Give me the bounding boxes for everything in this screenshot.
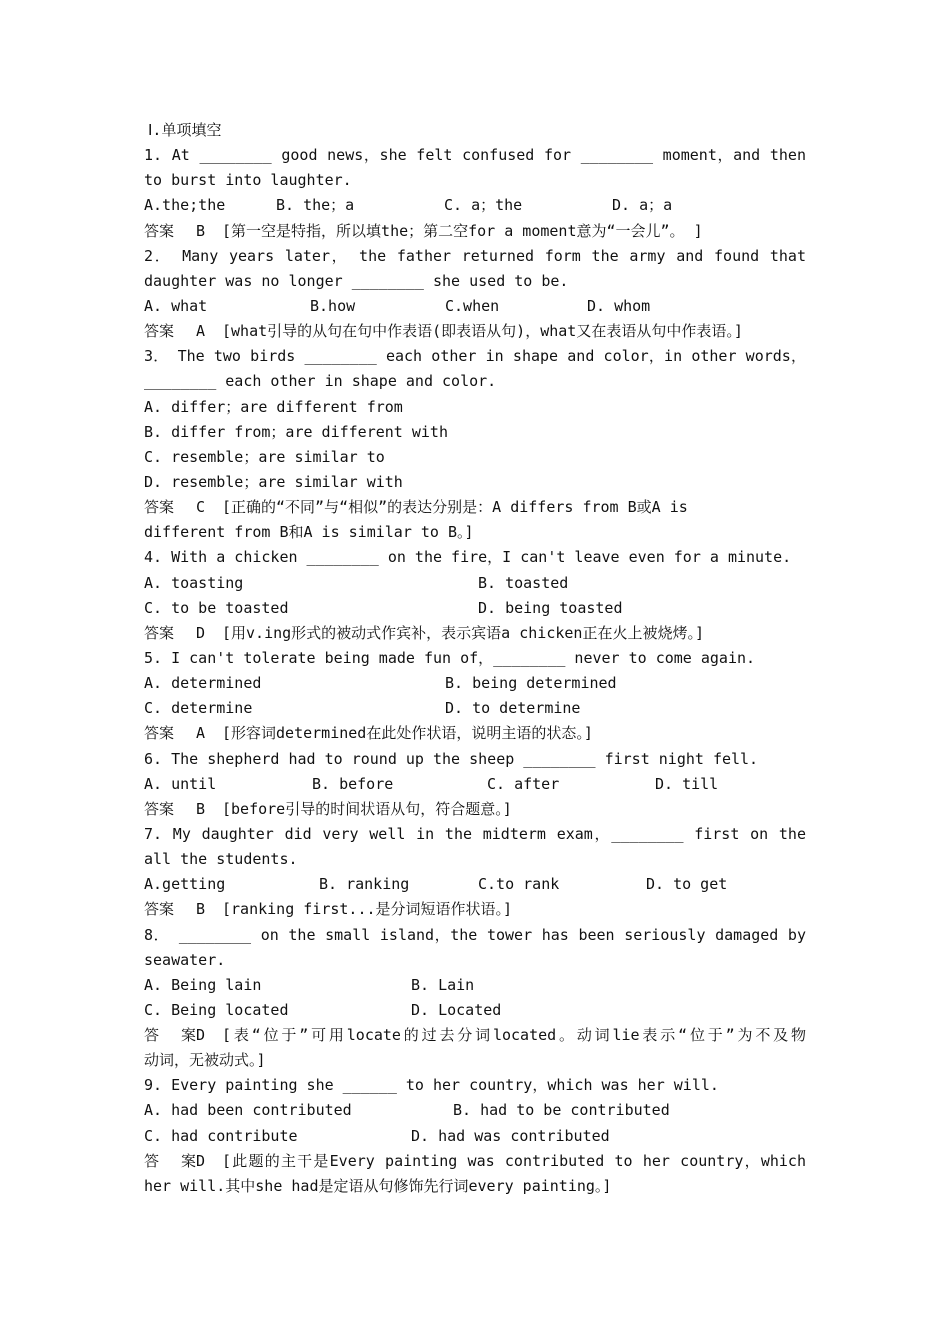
option-b: B. Lain	[411, 975, 475, 994]
option-b: B.how	[310, 296, 356, 315]
answer-label: 答案	[144, 498, 175, 517]
question-4-answer	[144, 621, 806, 646]
question-8-text: seawater.	[144, 950, 226, 969]
question-6-options	[144, 772, 806, 797]
option-a: A. until	[144, 774, 217, 793]
question-4-options	[144, 596, 806, 621]
option-c: C. Being located	[144, 1000, 289, 1019]
option-d: D. to determine	[445, 699, 581, 718]
question-6-answer	[144, 797, 806, 822]
answer-letter: D	[196, 1026, 206, 1045]
answer-label: 答案	[144, 221, 175, 240]
question-7-text: all the students.	[144, 850, 298, 869]
question-2-answer	[144, 319, 806, 344]
answer-label: 答案	[144, 623, 175, 642]
question-6-text: 6. The shepherd had to round up the sheep ________ first night fell.	[144, 749, 759, 768]
answer-explanation: [before引导的时间状语从句，符合题意。]	[222, 799, 512, 818]
question-8-answer	[144, 1023, 806, 1048]
answer-letter: C	[196, 498, 206, 517]
option-d: D. resemble；are similar with	[144, 472, 403, 491]
question-8-options	[144, 998, 806, 1023]
question-9-answer-continued: her will.其中she had是定语从句修饰先行词every painting。]	[144, 1176, 612, 1195]
question-3-answer-continued: different from B和A is similar to B。]	[144, 523, 474, 542]
answer-explanation: [what引导的从句在句中作表语(即表语从句)，what又在表语从句中作表语。]	[222, 322, 743, 341]
option-a: A.getting	[144, 875, 226, 894]
answer-explanation: [表“位于”可用locate的过去分词located。动词lie表示“位于”为不及物	[222, 1026, 806, 1045]
question-9-text: 9. Every painting she ______ to her country，which was her will.	[144, 1076, 719, 1095]
question-5-options	[144, 696, 806, 721]
question-5-text: 5. I can't tolerate being made fun of，________ never to come again.	[144, 648, 756, 667]
section-title: Ⅰ.单项填空	[148, 121, 222, 139]
option-a: A. toasting	[144, 573, 244, 592]
answer-label: 答案	[144, 1026, 196, 1045]
exercise-content	[144, 118, 806, 1199]
answer-label: 答案	[144, 724, 175, 743]
option-b: B. differ from；are different with	[144, 422, 448, 441]
option-d: D. had was contributed	[411, 1126, 610, 1145]
option-c: C.to rank	[478, 875, 560, 894]
option-d: D. Located	[411, 1000, 502, 1019]
question-7-answer	[144, 897, 806, 922]
option-d: D. to get	[646, 875, 728, 894]
answer-letter: B	[196, 221, 206, 240]
answer-label: 答案	[144, 322, 175, 341]
answer-letter: B	[196, 799, 206, 818]
option-c: C. had contribute	[144, 1126, 298, 1145]
question-2-text: 2． Many years later， the father returned form the army and found that	[144, 246, 806, 265]
question-1-text: 1. At ________ good news，she felt confused for ________ moment，and then	[144, 146, 806, 165]
question-1-options	[144, 193, 806, 218]
option-b: B. being determined	[445, 674, 617, 693]
question-4-text: 4. With a chicken ________ on the fire，I can't leave even for a minute.	[144, 548, 792, 567]
option-a: A. Being lain	[144, 975, 262, 994]
question-8-answer-continued: 动词，无被动式。]	[144, 1051, 266, 1070]
question-5-options	[144, 671, 806, 696]
answer-letter: B	[196, 900, 206, 919]
option-d: D. being toasted	[478, 598, 623, 617]
option-c: C. resemble；are similar to	[144, 447, 385, 466]
answer-label: 答案	[144, 799, 175, 818]
option-a: A. what	[144, 296, 208, 315]
option-b: B. the；a	[276, 196, 355, 215]
option-c: C. to be toasted	[144, 598, 289, 617]
option-c: C.when	[445, 296, 500, 315]
answer-explanation: [形容词determined在此处作状语，说明主语的状态。]	[222, 724, 593, 743]
option-d: D. a；a	[612, 196, 673, 215]
option-d: D. whom	[587, 296, 651, 315]
question-8-options	[144, 973, 806, 998]
question-3-text: 3． The two birds ________ each other in shape and color，in other words，	[144, 347, 806, 366]
option-b: B. toasted	[478, 573, 569, 592]
option-b: B. before	[312, 774, 394, 793]
answer-explanation: [此题的主干是Every painting was contributed to her country，which	[222, 1151, 806, 1170]
question-1-answer	[144, 219, 806, 244]
question-9-options	[144, 1098, 806, 1123]
question-3-text: ________ each other in shape and color.	[144, 372, 497, 391]
option-b: B. had to be contributed	[453, 1101, 670, 1120]
question-3-answer	[144, 495, 806, 520]
answer-letter: D	[196, 1151, 206, 1170]
question-7-text: 7. My daughter did very well in the midterm exam，________ first on the	[144, 824, 806, 843]
option-d: D. till	[655, 774, 719, 793]
question-5-answer	[144, 721, 806, 746]
question-1-text: to burst into laughter.	[144, 171, 352, 190]
question-8-text: 8． ________ on the small island，the tower has been seriously damaged by	[144, 925, 806, 944]
question-2-options	[144, 294, 806, 319]
question-2-text: daughter was no longer ________ she used to be.	[144, 271, 569, 290]
answer-explanation: [正确的“不同”与“相似”的表达分别是：A differs from B或A is	[222, 498, 688, 517]
question-4-options	[144, 571, 806, 596]
question-9-answer	[144, 1149, 806, 1174]
question-9-options	[144, 1124, 806, 1149]
answer-label: 答案	[144, 900, 175, 919]
answer-letter: A	[196, 724, 206, 743]
answer-letter: D	[196, 623, 206, 642]
option-a: A.the;the	[144, 196, 226, 215]
answer-explanation: [用v.ing形式的被动式作宾补，表示宾语a chicken正在火上被烧烤。]	[222, 623, 704, 642]
option-c: C. determine	[144, 699, 253, 718]
option-b: B. ranking	[319, 875, 410, 894]
option-c: C. after	[487, 774, 560, 793]
option-c: C. a；the	[444, 196, 523, 215]
answer-letter: A	[196, 322, 206, 341]
answer-explanation: [ranking first...是分词短语作状语。]	[222, 900, 513, 919]
option-a: A. determined	[144, 674, 262, 693]
question-7-options	[144, 872, 806, 897]
option-a: A. differ；are different from	[144, 397, 403, 416]
answer-explanation: [第一空是特指，所以填the；第二空for a moment意为“一会儿”。 ]	[222, 221, 703, 240]
option-a: A. had been contributed	[144, 1101, 352, 1120]
answer-label: 答案	[144, 1151, 196, 1170]
